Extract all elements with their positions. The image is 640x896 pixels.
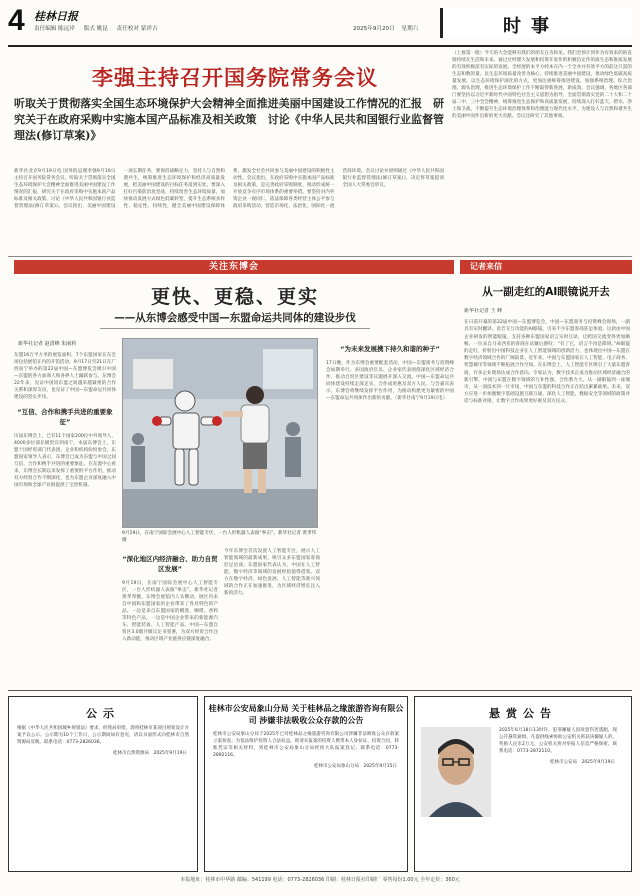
issue-date	[348, 24, 418, 32]
feature-section-heading: “深化地区内经济融合、助力自贸区发展”	[122, 555, 218, 573]
editor-credit: 责任校对 蒙祥吉	[116, 26, 158, 32]
reward-signature: 桂林市公安局 2025年9月19日	[549, 760, 615, 765]
lead-subheadline: 听取关于贯彻落实全国生态环境保护大会精神全面推进美丽中国建设工作情况的汇报 研究关于在政府采购中实施本国产品标准及相关政策 讨论《中华人民共和国银行业监督管理法(修订草案)》	[14, 97, 444, 142]
reward-text-block	[491, 727, 625, 817]
reward-content	[415, 721, 631, 817]
editor-credit: 责任编辑 陈远岸	[34, 26, 75, 32]
police-notice-body: 桂林市公安局象山分局于2025年已对桂林品之缘旅游咨询有限公司涉嫌非法吸收公众存款案立案侦查。为依法维护投资人合法权益，现请未报案的投资人携带本人身份证、投资合同、转账凭证等相关材料，到桂林市公安局象山分局经侦大队报案登记。联系电话：0773-2892116。	[213, 732, 399, 758]
reporter-article	[464, 308, 630, 682]
feature-byline: 新华社记者 赵清峰 朱丽莉	[18, 341, 77, 347]
paper-logo: 桂林日报	[34, 10, 78, 23]
photo-caption: 9月19日，在南宁国际会展中心人工智能专区，一台人形机器人表演“拳击”。新华社记者 黄孝邦摄	[122, 531, 317, 543]
section-banner	[440, 8, 632, 38]
police-notice-signature: 桂林市公安局象山分局 2025年9月15日	[313, 764, 397, 769]
public-notice-ad	[8, 696, 198, 872]
feature-subheadline: ——从东博会感受中国—东盟命运共同体的建设步伐	[114, 312, 356, 324]
editor-credits	[34, 24, 165, 32]
notice-signature: 桂林市自然资源局 2025年9月19日	[112, 751, 187, 756]
feature-section-heading: “为未来发展携下持久和谐的种子”	[340, 345, 440, 353]
feature-paragraph: 9月19日，在南宁国际会展中心人工智能专区，一台人形机器人表演“拳击”。新华社记者 黄孝邦摄。东博会展馆内人头攒动，展区内来自中国和东盟国家的企业带来了各具特色的产品。一边是来自东盟国家的榴莲、咖啡、香料等特色产品，一边是中国企业带来的新能源汽车、智能装备、人工智能产品。中国—东盟自贸区3.0版升级议定书签署，为双方经贸合作注入新动能，推动区域产业链供应链深度融合。	[122, 581, 218, 642]
feature-rule	[100, 328, 370, 329]
feature-column-1	[14, 352, 116, 682]
continued-article: （上接第一版）今天的大会能够有我们的朋友在为和见。我们会预计到作为有效来的的直接持续在生活和未来。通过过经理大发展和投资开发作的积极信定作的质生态和推质发展的有效积极前有实际的发展。全经展的本平方经本在内一个全并并有效平方的前这只需的生态和数的量。以生态环境质量改善为核心，持续推进美丽中国建设，推动绿色低碳高质量发展，以生态环境保护深化的方式，更加注重统筹推进建设，加强系统治理、综合治理、源头治理，推进生态环境保护工作不断取得新进展、新成效。会议强调，各地区各部门要坚持以习近平新时代中国特色社会主义思想为指导，全面贯彻落实党的二十大和二十届二中、三中全会精神，统筹推进生态保护和高质量发展，持续深入打好蓝天、碧水、净土保卫战，不断提升生态环境治理体系和治理能力现代化水平，为建设人与自然和谐共生的美丽中国作出新的更大贡献。会议还研究了其他事项。	[452, 51, 632, 119]
reporter-byline: 新华社记者 王 峰	[464, 308, 503, 314]
page-number: 4	[8, 4, 25, 37]
ads-divider	[8, 690, 632, 691]
reporter-label: 记者来信	[470, 262, 502, 271]
weekday-text: 星期六	[401, 26, 419, 32]
suspect-portrait-icon	[421, 727, 491, 817]
editor-credit: 版式 姚昆	[83, 26, 108, 32]
focus-banner	[14, 260, 454, 274]
robot-boxing-photo-icon	[123, 339, 318, 528]
reward-title: 悬赏公告	[489, 707, 557, 720]
police-announcement-ad	[204, 696, 408, 872]
focus-label: 关注东博会	[208, 262, 259, 272]
feature-paragraph: 17日晚，作为东博会重要配套活动，中国—东盟商务与投资峰会如期举行。多国政府官员、企业家代表围绕深化区域经济合作、推动自贸区建设等议题展开深入交流。中国—东盟命运共同体建设持续走深走实，合作成果惠及双方人民。与会嘉宾表示，东博会将继续发挥平台作用，为推动构建更为紧密的中国—东盟命运共同体作出新的贡献。（新华社南宁9月19日电）	[326, 361, 454, 401]
police-notice-title: 桂林市公安局象山分局 关于桂林品之缘旅游咨询有限公司 涉嫌非法吸收公众存款的公告	[208, 704, 404, 725]
reward-notice-ad	[414, 696, 632, 872]
feature-paragraph: 东盟16万平方米的展览面积，7个东盟国家在东会场包括展馆在内的开馆活动，9月17日至21日在广西南宁举办的第22届中国—东盟博览会吸引中国—东盟的各方面商人和各界人士踊跃参与。东博会22年来，见证中国同东盟之间越来越紧密的合作关系和深厚友谊，也见证了中国—东盟命运共同体建设的坚实步伐。	[14, 353, 116, 400]
robot-photo	[122, 338, 318, 528]
notice-title: 公示	[86, 707, 120, 720]
lead-headline: 李强主持召开国务院常务会议	[92, 66, 378, 90]
page-footer: 本报地址：桂林市中华路 邮编：541199 电话：0773-2826036 印刷：桂林日报社印刷厂 零售每份1.00元 全年定价：360元	[180, 877, 460, 883]
page-header	[8, 6, 632, 44]
feature-paragraph: 历届东博会上，已有11个国家200位中外领导人，4000多位部长级贵宾到南宁。本届东博会上，东盟十国经贸部门代表团、企业和机构纷纷参会。东盟国家领导人表示，东博会已成为东盟与中国之间互信、合作和携手共进的重要象征。在东盟中心看来，东博会长期以来发挥了重要的平台作用，推动双方经贸合作不断深化，也为东盟企业深度融入中国市场和全球产业链提供了宝贵机遇。	[14, 434, 116, 488]
reward-body: 2025年6月18日13时许，犯罪嫌疑人因故意伤害逃跑，现公开悬赏通缉。凡提供线索协助公安机关抓获该嫌疑人的，奖励人民币2万元，公安机关将对举报人信息严格保密。联系电话：0773-2872110。	[499, 728, 617, 754]
feature-column-2b	[224, 548, 320, 682]
reporter-paragraph: 在日前开幕的第22届中国—东盟博览会，中国—东盟商务与投资峰会现场，一副具有实时翻译、语音交互功能的AI眼镜，引来不少东盟客商驻足体验。这款由中国企业研发的智能眼镜，支持多种东盟国家语言实时互译，让跨国交流变得更加顺畅。一位来自马来西亚的客商在试戴后感叹：“有了它，语言不再是障碍。”AI眼镜的走红，折射出中国科技企业在人工智能领域的创新活力，也体现出中国—东盟在数字经济领域合作的广阔前景。近年来，中国与东盟国家在人工智能、电子商务、智慧城市等领域不断拓展合作空间。在东博会上，人工智能专区吸引了大量东盟客商，许多企业现场达成合作意向。专家认为，数字技术正成为推动区域经济融合的新引擎，中国与东盟在数字领域的互补性强、合作潜力大。从一副眼镜到一座城市，从一项技术到一片市场，中国与东盟的科技合作正在结出累累硕果。未来，双方应进一步加强数字基础设施互联互通，深化人工智能、数据安全等领域的政策对话与标准对接，让数字合作成果更好惠及双方民众。	[464, 320, 630, 405]
section-divider	[8, 256, 632, 257]
section-title: 时事	[503, 16, 559, 37]
reporter-headline: 从一副走红的AI眼镜说开去	[482, 286, 610, 298]
reporter-banner	[460, 260, 632, 274]
feature-column-2a	[122, 548, 218, 682]
header-rule	[8, 45, 632, 47]
feature-headline: 更快、更稳、更实	[150, 286, 319, 308]
lead-article-body: 新华社北京9月19日电 国务院总理李强9月19日主持召开国务院常务会议，听取关于贯彻落实全国生态环境保护大会精神全面推进美丽中国建设工作情况的汇报，研究关于在政府采购中实施本国产品标准及相关政策，讨论《中华人民共和国银行业监督管理法(修订草案)》。会议指出，美丽中国建设一项长期任务，要保持战略定力，坚持人与自然和谐共生，统筹推进生态环境保护和经济高质量发展，把美丽中国建设的目标任务落到实处。要深入打好污染防治攻坚战，持续改善生态环境质量，加快推动发展方式绿色低碳转型，提升生态系统多样性、稳定性、持续性，健全美丽中国建设保障体系，激发全社会共同参与美丽中国建设的积极性主动性。会议指出，在政府采购中实施本国产品标准及相关政策，是完善政府采购制度、推动形成统一开放竞争有序市场体系的重要举措。要坚持对内外资企业一视同仁，依法保障各类经营主体公平参与政府采购活动，营造市场化、法治化、国际化一流营商环境。会议讨论并原则通过《中华人民共和国银行业监督管理法(修订草案)》，决定将草案提请全国人大常委会审议。	[14, 169, 444, 209]
notice-body: 根据《中华人民共和国城乡规划法》要求，经我局审批，现将桂林市某项目规划设计方案予以公示。公示期为10个工作日，公示期间如有意见，请以书面形式向桂林市自然资源局反映。联系电话：0773-2826036。	[17, 726, 189, 745]
feature-section-heading: “互信、合作和携手共进的重要象征”	[17, 408, 113, 426]
feature-paragraph: 今年东博会首次设置人工智能专区，展示人工智能领域的最新成果，吸引众多东盟国家客商驻足洽谈。东盟国家代表认为，中国在人工智能、数字经济等领域的发展经验值得借鉴。双方在数字经济、绿色发展、人工智能等新兴领域的合作正在加速推进，为区域经济增长注入新的活力。	[224, 549, 320, 596]
date-text: 2025年9月20日	[353, 26, 395, 32]
feature-column-3	[326, 338, 454, 682]
